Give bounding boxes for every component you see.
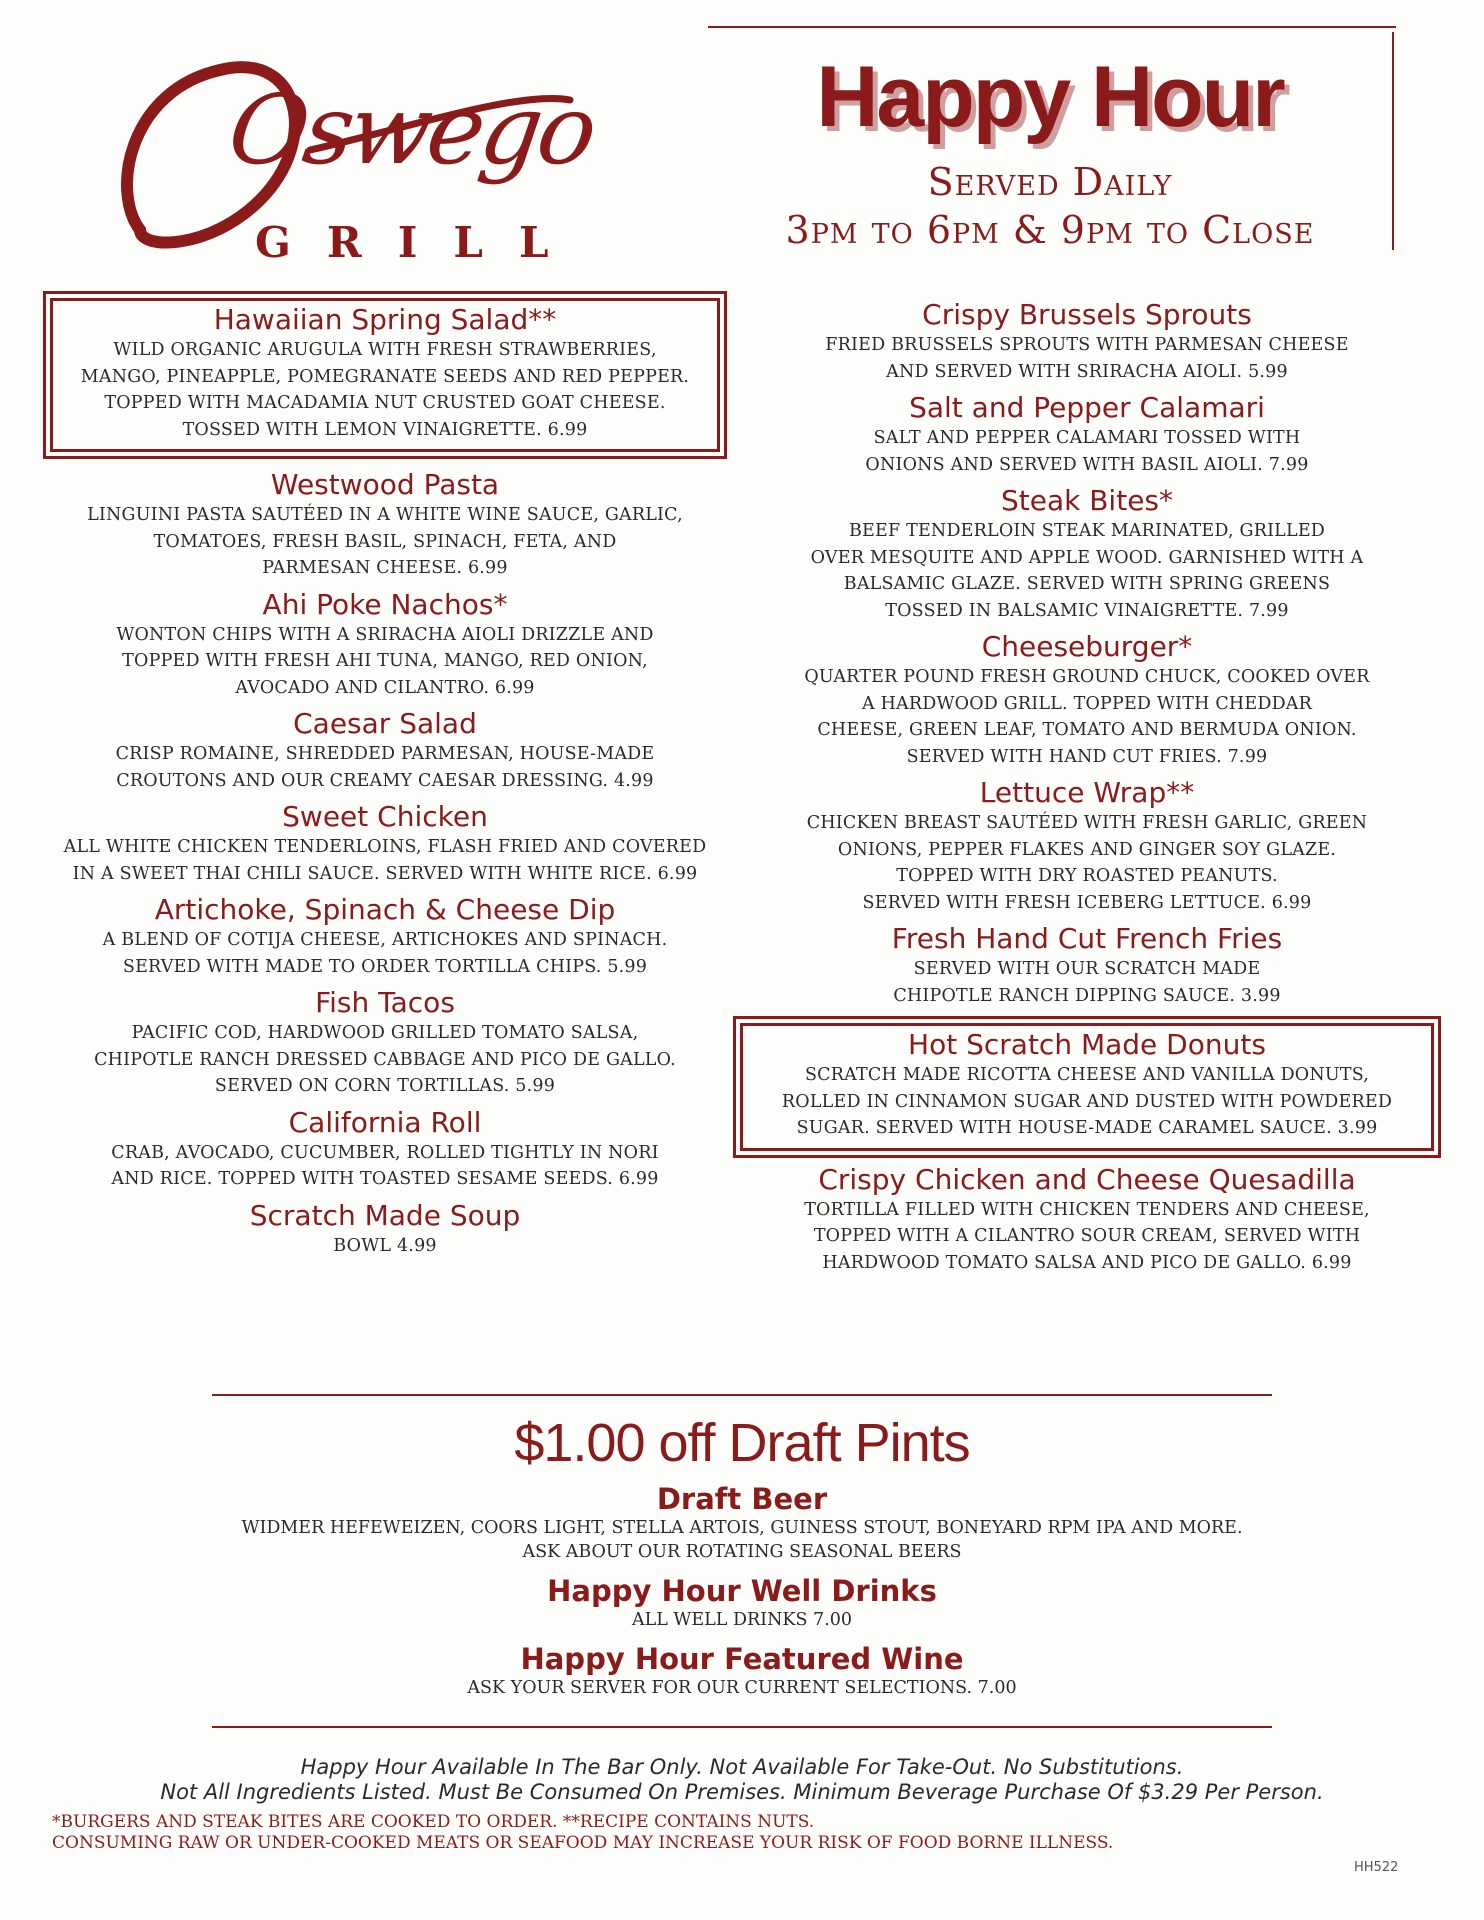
item-desc-line: SERVED WITH OUR SCRATCH MADE bbox=[913, 959, 1261, 979]
drink-name: Happy Hour Featured Wine bbox=[520, 1642, 964, 1676]
drink-section-wine bbox=[0, 1642, 1484, 1700]
item-name: Salt and Pepper Calamari bbox=[909, 391, 1265, 424]
divider bbox=[212, 1726, 1272, 1728]
item-name: Sweet Chicken bbox=[282, 800, 488, 833]
item-name: California Roll bbox=[288, 1105, 482, 1139]
item-desc-line: OVER MESQUITE AND APPLE WOOD. GARNISHED WITH A bbox=[810, 547, 1364, 568]
menu-item bbox=[50, 1106, 720, 1193]
item-desc-line: AVOCADO AND CILANTRO. 6.99 bbox=[235, 677, 535, 698]
item-name: Lettuce Wrap** bbox=[979, 776, 1195, 809]
item-desc-line: TOMATOES, FRESH BASIL, SPINACH, FETA, AND bbox=[153, 531, 617, 552]
menu-item bbox=[50, 1199, 720, 1260]
item-desc-line: PARMESAN CHEESE. 6.99 bbox=[262, 558, 508, 578]
item-name: Artichoke, Spinach & Cheese Dip bbox=[154, 893, 616, 926]
item-name: Ahi Poke Nachos* bbox=[262, 587, 508, 621]
item-desc-line: CHIPOTLE RANCH DRESSED CABBAGE AND PICO DE GALLO. bbox=[94, 1049, 676, 1070]
item-desc-line: SERVED WITH MADE TO ORDER TORTILLA CHIPS. 5.99 bbox=[122, 956, 648, 977]
header-side-rule bbox=[1392, 32, 1394, 250]
item-name: Steak Bites* bbox=[1000, 484, 1174, 517]
drink-desc: ASK ABOUT OUR ROTATING SEASONAL BEERS bbox=[522, 1542, 962, 1562]
item-desc-line: SERVED ON CORN TORTILLAS. 5.99 bbox=[214, 1076, 556, 1096]
disclaimer-line: Not All Ingredients Listed. Must Be Consumed On Premises. Minimum Beverage Purchase Of $3.29 Per Person. bbox=[160, 1780, 1324, 1804]
item-desc-line: SUGAR. SERVED WITH HOUSE-MADE CARAMEL SAUCE. 3.99 bbox=[796, 1118, 1378, 1138]
item-desc-line: CROUTONS AND OUR CREAMY CAESAR DRESSING. 4.99 bbox=[116, 770, 654, 791]
divider bbox=[212, 1394, 1272, 1396]
item-name: Cheeseburger* bbox=[981, 630, 1193, 663]
item-desc-line: SERVED WITH FRESH ICEBERG LETTUCE. 6.99 bbox=[862, 892, 1312, 913]
item-desc-line: CRAB, AVOCADO, CUCUMBER, ROLLED TIGHTLY IN NORI bbox=[111, 1142, 659, 1163]
item-desc-line: CHEESE, GREEN LEAF, TOMATO AND BERMUDA ONION. bbox=[817, 720, 1357, 740]
item-name: Hawaiian Spring Salad** bbox=[213, 303, 557, 336]
item-name: Fish Tacos bbox=[315, 986, 455, 1019]
drink-name: Happy Hour Well Drinks bbox=[547, 1574, 937, 1608]
item-desc-line: PACIFIC COD, HARDWOOD GRILLED TOMATO SALSA, bbox=[131, 1023, 639, 1043]
menu-item bbox=[50, 588, 720, 702]
menu-item bbox=[740, 776, 1434, 916]
footnote-line: CONSUMING RAW OR UNDER-COOKED MEATS OR SEAFOOD MAY INCREASE YOUR RISK OF FOOD BORNE ILLNESS. bbox=[52, 1833, 1114, 1853]
item-desc-line: FRIED BRUSSELS SPROUTS WITH PARMESAN CHEESE bbox=[825, 335, 1349, 355]
item-desc-line: IN A SWEET THAI CHILI SAUCE. SERVED WITH WHITE RICE. 6.99 bbox=[72, 863, 698, 884]
item-desc-line: SERVED WITH HAND CUT FRIES. 7.99 bbox=[906, 746, 1268, 767]
logo-script: Oswego bbox=[222, 74, 601, 186]
item-desc-line: TORTILLA FILLED WITH CHICKEN TENDERS AND CHEESE, bbox=[804, 1199, 1370, 1220]
item-name: Crispy Brussels Sprouts bbox=[922, 298, 1252, 331]
item-desc-line: A HARDWOOD GRILL. TOPPED WITH CHEDDAR bbox=[861, 693, 1313, 714]
header-top-rule bbox=[708, 26, 1396, 28]
drinks-title: $1.00 off Draft Pints bbox=[514, 1413, 970, 1473]
menu-item bbox=[740, 1163, 1434, 1277]
drink-desc: WIDMER HEFEWEIZEN, COORS LIGHT, STELLA ARTOIS, GUINESS STOUT, BONEYARD RPM IPA AND MORE. bbox=[241, 1518, 1243, 1538]
menu-item bbox=[740, 298, 1434, 385]
menu-item bbox=[740, 484, 1434, 624]
item-desc-line: TOPPED WITH A CILANTRO SOUR CREAM, SERVED WITH bbox=[813, 1226, 1361, 1246]
menu-column-left bbox=[50, 298, 720, 1259]
hours: 3pm to 6pm & 9pm to Close bbox=[785, 208, 1315, 252]
item-desc-line: TOPPED WITH DRY ROASTED PEANUTS. bbox=[896, 866, 1278, 886]
item-name: Westwood Pasta bbox=[270, 468, 500, 501]
item-desc-line: BALSAMIC GLAZE. SERVED WITH SPRING GREENS bbox=[843, 574, 1331, 594]
item-desc-line: ONIONS AND SERVED WITH BASIL AIOLI. 7.99 bbox=[865, 454, 1309, 475]
footnotes bbox=[52, 1812, 1113, 1854]
item-name: Fresh Hand Cut French Fries bbox=[891, 922, 1283, 955]
item-desc-line: TOPPED WITH MACADAMIA NUT CRUSTED GOAT CHEESE. bbox=[104, 393, 666, 413]
item-desc-line: TOSSED WITH LEMON VINAIGRETTE. 6.99 bbox=[182, 419, 588, 440]
item-desc-line: CHICKEN BREAST SAUTÉED WITH FRESH GARLIC, GREEN bbox=[806, 813, 1368, 833]
item-desc-line: WONTON CHIPS WITH A SRIRACHA AIOLI DRIZZLE AND bbox=[116, 624, 654, 645]
item-desc-line: LINGUINI PASTA SAUTÉED IN A WHITE WINE SAUCE, GARLIC, bbox=[87, 505, 683, 525]
item-desc-line: MANGO, PINEAPPLE, POMEGRANATE SEEDS AND RED PEPPER. bbox=[80, 366, 690, 387]
item-name: Caesar Salad bbox=[293, 707, 477, 740]
page-title: Happy Hour bbox=[816, 49, 1284, 145]
item-desc-line: HARDWOOD TOMATO SALSA AND PICO DE GALLO. 6.99 bbox=[822, 1252, 1352, 1273]
item-desc-line: CHIPOTLE RANCH DIPPING SAUCE. 3.99 bbox=[893, 985, 1281, 1006]
item-name: Scratch Made Soup bbox=[249, 1198, 521, 1232]
item-desc-line: BEEF TENDERLOIN STEAK MARINATED, GRILLED bbox=[848, 521, 1326, 541]
item-desc-line: SALT AND PEPPER CALAMARI TOSSED WITH bbox=[873, 428, 1301, 448]
item-name: Crispy Chicken and Cheese Quesadilla bbox=[818, 1162, 1356, 1196]
drink-name: Draft Beer bbox=[656, 1482, 828, 1516]
item-desc-line: AND RICE. TOPPED WITH TOASTED SESAME SEEDS. 6.99 bbox=[111, 1169, 659, 1189]
menu-item bbox=[740, 630, 1434, 770]
item-name: Hot Scratch Made Donuts bbox=[908, 1028, 1266, 1061]
menu-item bbox=[50, 298, 720, 452]
item-desc-line: SCRATCH MADE RICOTTA CHEESE AND VANILLA DONUTS, bbox=[804, 1065, 1370, 1085]
item-desc-line: QUARTER POUND FRESH GROUND CHUCK, COOKED OVER bbox=[804, 667, 1370, 687]
menu-item bbox=[740, 391, 1434, 478]
menu-item bbox=[50, 468, 720, 582]
drink-section-draft bbox=[0, 1482, 1484, 1564]
item-desc-line: A BLEND OF COTIJA CHEESE, ARTICHOKES AND SPINACH. bbox=[102, 930, 668, 950]
footnote-line: *BURGERS AND STEAK BITES ARE COOKED TO ORDER. **RECIPE CONTAINS NUTS. bbox=[52, 1812, 815, 1832]
menu-column-right bbox=[740, 298, 1434, 1276]
menu-item bbox=[50, 800, 720, 887]
logo-wordmark: GRILL bbox=[255, 218, 585, 267]
menu-item bbox=[50, 986, 720, 1100]
item-desc-line: ALL WHITE CHICKEN TENDERLOINS, FLASH FRIED AND COVERED bbox=[63, 837, 707, 857]
menu-item bbox=[50, 893, 720, 980]
menu-item bbox=[50, 707, 720, 794]
item-desc-line: ONIONS, PEPPER FLAKES AND GINGER SOY GLAZE. bbox=[837, 839, 1337, 860]
drink-section-well bbox=[0, 1574, 1484, 1632]
served-daily: Served Daily bbox=[927, 160, 1173, 204]
menu-code: HH522 bbox=[1354, 1860, 1399, 1875]
item-desc-line: TOPPED WITH FRESH AHI TUNA, MANGO, RED ONION, bbox=[122, 651, 648, 671]
item-desc-line: TOSSED IN BALSAMIC VINAIGRETTE. 7.99 bbox=[885, 600, 1289, 621]
item-desc-line: AND SERVED WITH SRIRACHA AIOLI. 5.99 bbox=[886, 361, 1288, 382]
oswego-grill-logo bbox=[80, 20, 600, 270]
drink-desc: ASK YOUR SERVER FOR OUR CURRENT SELECTIONS. 7.00 bbox=[467, 1678, 1017, 1698]
drink-desc: ALL WELL DRINKS 7.00 bbox=[631, 1610, 853, 1630]
item-desc-line: WILD ORGANIC ARUGULA WITH FRESH STRAWBERRIES, bbox=[113, 340, 657, 360]
disclaimer-line: Happy Hour Available In The Bar Only. Not Available For Take-Out. No Substitutions. bbox=[300, 1755, 1184, 1779]
menu-item bbox=[740, 922, 1434, 1009]
item-desc-line: ROLLED IN CINNAMON SUGAR AND DUSTED WITH POWDERED bbox=[781, 1091, 1393, 1112]
menu-item bbox=[740, 1023, 1434, 1151]
item-desc-line: BOWL 4.99 bbox=[333, 1235, 437, 1256]
item-desc-line: CRISP ROMAINE, SHREDDED PARMESAN, HOUSE-MADE bbox=[115, 744, 655, 764]
